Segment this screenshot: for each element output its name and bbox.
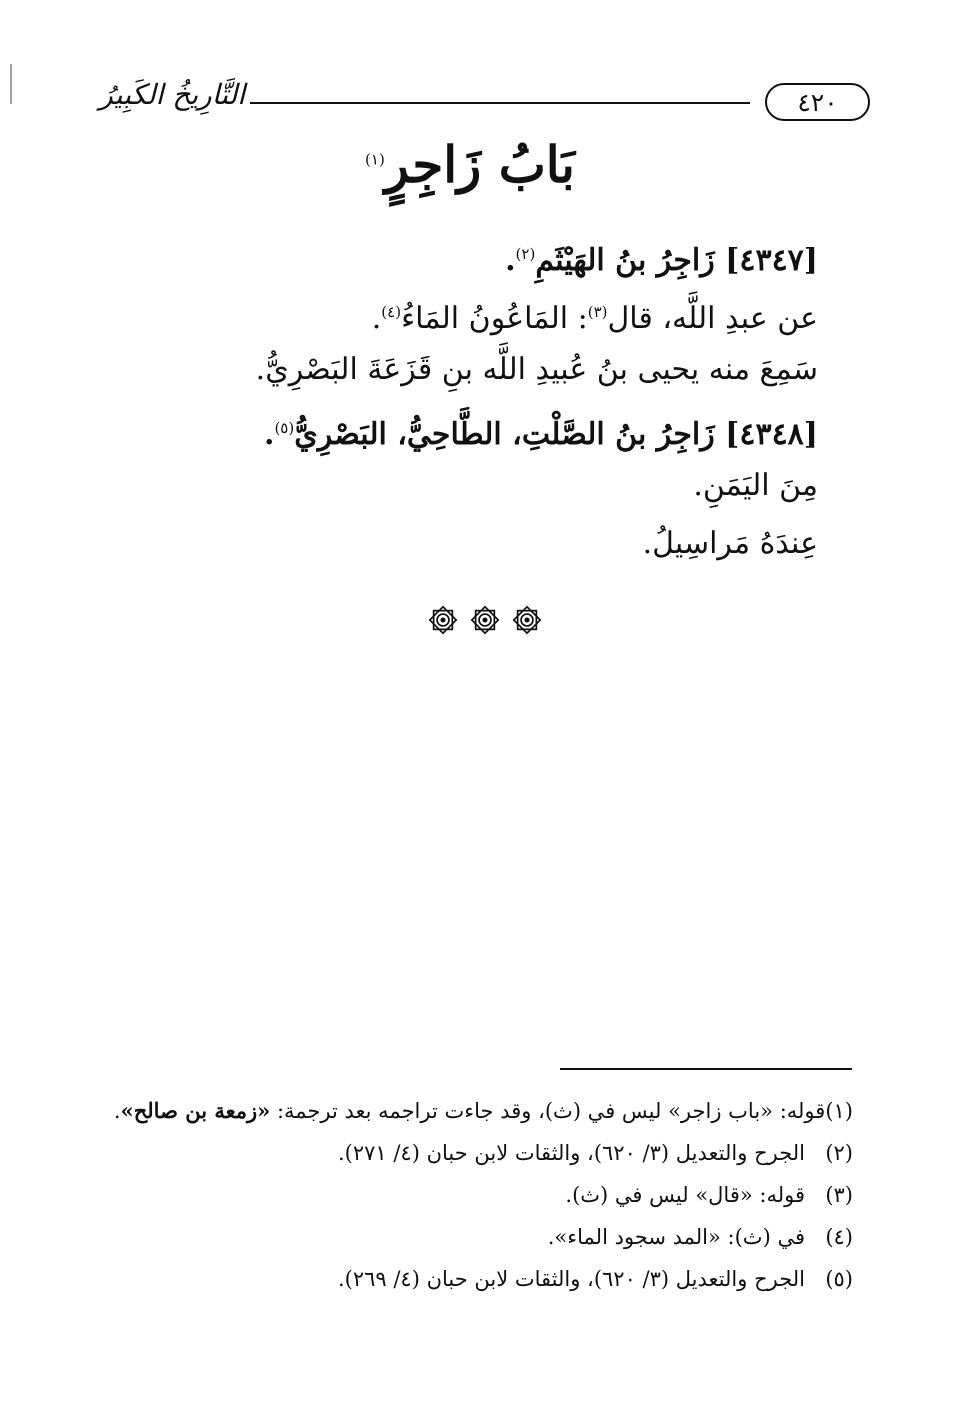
entry-heading-text: [٤٣٤٨] زَاجِرُ بنُ الصَّلْتِ، الطَّاحِيُّ، البَصْرِيُّ (294, 417, 818, 452)
scan-margin-line (10, 64, 12, 104)
footnote (133, 1132, 853, 1174)
footnote-ref: (٤) (381, 303, 402, 321)
chapter-title-text: بَابُ زَاجِرٍ (384, 135, 575, 194)
footnote-number: (٤) (825, 1225, 853, 1249)
line-end: . (371, 301, 382, 336)
chapter-title (320, 135, 620, 195)
footnote-ref: (٢) (515, 245, 536, 263)
footnote-bold-text: «زمعة بن صالح» (120, 1098, 271, 1123)
body-text (255, 225, 818, 573)
footnote (133, 1258, 853, 1300)
body-line-text: سَمِعَ منه يحيى بنُ عُبيدِ اللَّه بنِ قَزَعَةَ البَصْرِيُّ. (255, 352, 818, 387)
footnote-number: (١) (825, 1099, 853, 1123)
line-end: . (263, 417, 275, 452)
page-header (100, 78, 870, 128)
flower-ornament-icon (510, 603, 544, 637)
body-line (258, 515, 818, 573)
footnote-text: في (ث): «المد سجود الماء». (547, 1225, 805, 1249)
body-line (258, 457, 818, 515)
section-end-ornament (425, 600, 545, 640)
page-number-badge: ٤٢٠ (765, 83, 870, 121)
entry-heading (258, 399, 818, 457)
footnotes (113, 1090, 853, 1300)
line-end: . (113, 1099, 121, 1123)
footnote-text (114, 1090, 825, 1132)
footnote-number: (٣) (825, 1183, 853, 1207)
body-line-text: عن عبدِ اللَّه، قال (607, 301, 818, 336)
footnote-ref: (٥) (274, 419, 295, 437)
body-line (255, 341, 818, 399)
body-line-text: مِنَ اليَمَنِ. (693, 468, 818, 503)
header-rule (250, 102, 750, 104)
entry-heading-text: [٤٣٤٧] زَاجِرُ بنُ الهَيْثَمِ (535, 243, 818, 278)
body-line (258, 283, 818, 341)
flower-ornament-icon (468, 603, 502, 637)
body-line-text: عِندَهُ مَراسِيلُ. (642, 526, 818, 561)
entry-heading (258, 225, 818, 283)
footnote-number: (٢) (825, 1141, 853, 1165)
footnote-text-part: قوله: «باب زاجر» ليس في (ث)، وقد جاءت تراجمه بعد ترجمة: (270, 1099, 826, 1123)
book-title: التَّارِيخُ الكَبِيرُ (99, 78, 245, 111)
body-line-text: : المَاعُونُ المَاءُ (401, 301, 588, 336)
footnote-ref: (٣) (587, 303, 608, 321)
footnote (133, 1174, 853, 1216)
footnote (133, 1216, 853, 1258)
footnote-ref: (١) (365, 150, 385, 169)
footnote-separator (560, 1068, 852, 1070)
footnote-text: قوله: «قال» ليس في (ث). (565, 1183, 805, 1207)
footnote-text: الجرح والتعديل (٣/ ٦٢٠)، والثقات لابن حبان (٤/ ٢٧١). (337, 1141, 805, 1165)
line-end: . (505, 243, 516, 278)
footnote-number: (٥) (825, 1267, 853, 1291)
footnote-text: الجرح والتعديل (٣/ ٦٢٠)، والثقات لابن حبان (٤/ ٢٦٩). (337, 1267, 805, 1291)
footnote (113, 1090, 853, 1132)
flower-ornament-icon (426, 603, 460, 637)
